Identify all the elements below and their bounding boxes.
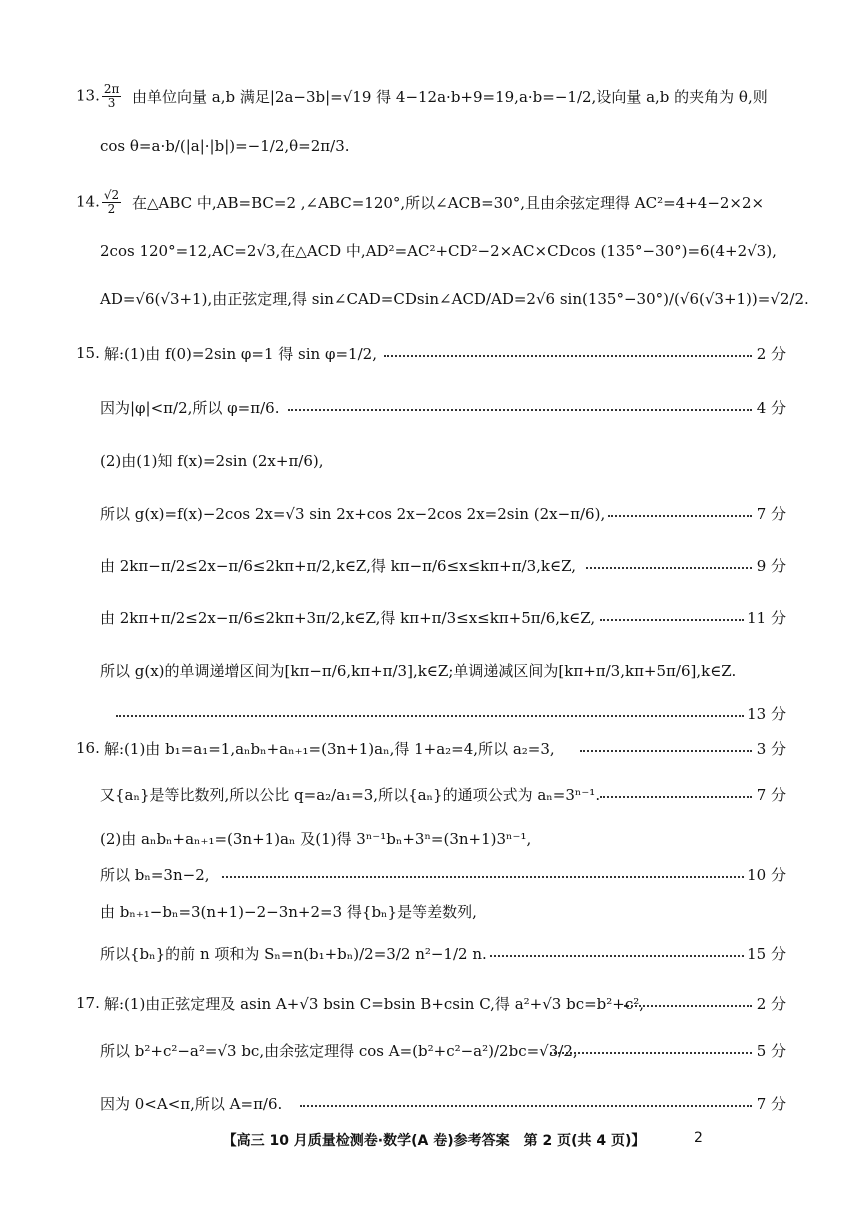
q14-answer: $\frac{√2}{2}$ bbox=[103, 187, 120, 216]
q14-number: 14. $\frac{√2}{2}$ bbox=[76, 187, 120, 216]
q16-text-1: 解:(1)由 b₁=a₁=1,aₙbₙ+aₙ₊₁=(3n+1)aₙ,得 1+a₂=4,所以 a₂=3, bbox=[104, 739, 555, 758]
q15-score-2: 4 分 bbox=[756, 398, 786, 417]
q14-line1 bbox=[0, 184, 868, 220]
q17-text-2: 所以 b²+c²−a²=√3 bc,由余弦定理得 cos A=(b²+c²−a²)/2bc=√3/2, bbox=[100, 1041, 578, 1060]
score-leader bbox=[600, 617, 744, 621]
q16-text-5: 由 bₙ₊₁−bₙ=3(n+1)−2−3n+2=3 得{bₙ}是等差数列, bbox=[100, 902, 477, 921]
q16-score-1: 3 分 bbox=[756, 739, 786, 758]
score-leader bbox=[600, 794, 752, 798]
q15-text-3: (2)由(1)知 f(x)=2sin (2x+π/6), bbox=[100, 451, 324, 470]
q14-text-3: AD=√6(√3+1),由正弦定理,得 sin∠CAD=CDsin∠ACD/AD=2√6 sin(135°−30°)/(√6(√3+1))=√2/2. bbox=[100, 289, 809, 308]
q16-text-2: 又{aₙ}是等比数列,所以公比 q=a₂/a₁=3,所以{aₙ}的通项公式为 aₙ=3ⁿ⁻¹. bbox=[100, 785, 601, 804]
q15-line1 bbox=[0, 335, 868, 371]
q15-text-6: 由 2kπ+π/2≤2x−π/6≤2kπ+3π/2,k∈Z,得 kπ+π/3≤x≤kπ+5π/6,k∈Z, bbox=[100, 608, 596, 627]
q16-score-6: 15 分 bbox=[747, 944, 786, 963]
q17-text-1: 解:(1)由正弦定理及 asin A+√3 bsin C=bsin B+csin C,得 a²+√3 bc=b²+c², bbox=[104, 994, 645, 1013]
q15-score-4: 7 分 bbox=[756, 504, 786, 523]
q13-line1 bbox=[0, 78, 868, 114]
q15-text-4: 所以 g(x)=f(x)−2cos 2x=√3 sin 2x+cos 2x−2cos 2x=2sin (2x−π/6), bbox=[100, 504, 606, 523]
score-leader bbox=[580, 748, 752, 752]
q15-text-7: 所以 g(x)的单调递增区间为[kπ−π/6,kπ+π/3],k∈Z;单调递减区间为[kπ+π/3,kπ+5π/6],k∈Z. bbox=[100, 661, 737, 680]
score-leader bbox=[300, 1103, 752, 1107]
q15-text-5: 由 2kπ−π/2≤2x−π/6≤2kπ+π/2,k∈Z,得 kπ−π/6≤x≤kπ+π/3,k∈Z, bbox=[100, 556, 577, 575]
q15-line3 bbox=[0, 442, 868, 478]
score-leader bbox=[624, 1003, 752, 1007]
score-leader bbox=[586, 565, 752, 569]
q14-text-2: 2cos 120°=12,AC=2√3,在△ACD 中,AD²=AC²+CD²−2×AC×CDcos (135°−30°)=6(4+2√3), bbox=[100, 241, 777, 260]
q13-number: 13. $\frac{2\pi}{3}$ bbox=[76, 81, 120, 110]
score-leader bbox=[222, 874, 744, 878]
q17-line2 bbox=[0, 1032, 868, 1068]
q16-score-2: 7 分 bbox=[756, 785, 786, 804]
q14-text-1: 在△ABC 中,AB=BC=2 ,∠ABC=120°,所以∠ACB=30°,且由余弦定理得 AC²=4+4−2×2× bbox=[132, 193, 765, 212]
q17-text-3: 因为 0<A<π,所以 A=π/6. bbox=[100, 1094, 283, 1113]
q15-line5 bbox=[0, 547, 868, 583]
q15-text-2: 因为|φ|<π/2,所以 φ=π/6. bbox=[100, 398, 280, 417]
q15-line4 bbox=[0, 495, 868, 531]
q16-text-4: 所以 bₙ=3n−2, bbox=[100, 865, 210, 884]
q16-line6 bbox=[0, 935, 868, 971]
q16-score-4: 10 分 bbox=[747, 865, 786, 884]
q16-line3 bbox=[0, 820, 868, 856]
q15-line2 bbox=[0, 389, 868, 425]
q16-line4 bbox=[0, 856, 868, 892]
score-leader bbox=[608, 513, 752, 517]
q14-line2 bbox=[0, 232, 868, 268]
q16-text-3: (2)由 aₙbₙ+aₙ₊₁=(3n+1)aₙ 及(1)得 3ⁿ⁻¹bₙ+3ⁿ=(3n+1)3ⁿ⁻¹, bbox=[100, 829, 532, 848]
q13-line2 bbox=[0, 128, 868, 164]
score-leader bbox=[116, 713, 744, 717]
q15-score-7: 13 分 bbox=[747, 704, 786, 723]
page-footer: 【高三 10 月质量检测卷·数学(A 卷)参考答案 第 2 页(共 4 页)】 bbox=[222, 1133, 646, 1149]
q13-text-1: 由单位向量 a,b 满足|2a−3b|=√19 得 4−12a·b+9=19,a·b=−1/2,设向量 a,b 的夹角为 θ,则 bbox=[132, 87, 768, 106]
q13-text-2: cos θ=a·b/(|a|·|b|)=−1/2,θ=2π/3. bbox=[100, 137, 350, 155]
q16-number: 16. bbox=[76, 739, 100, 757]
q17-line3 bbox=[0, 1085, 868, 1121]
q16-line5 bbox=[0, 893, 868, 929]
score-leader bbox=[490, 953, 744, 957]
q15-text-1: 解:(1)由 f(0)=2sin φ=1 得 sin φ=1/2, bbox=[104, 344, 377, 363]
q17-score-3: 7 分 bbox=[756, 1094, 786, 1113]
q15-score-1: 2 分 bbox=[756, 344, 786, 363]
q13-answer: $\frac{2\pi}{3}$ bbox=[103, 81, 120, 110]
q15-number: 15. bbox=[76, 344, 100, 362]
page-number-mark: 2 bbox=[694, 1130, 703, 1146]
q15-score-5: 9 分 bbox=[756, 556, 786, 575]
score-leader bbox=[550, 1050, 752, 1054]
q17-score-1: 2 分 bbox=[756, 994, 786, 1013]
score-leader bbox=[384, 353, 752, 357]
q14-line3 bbox=[0, 280, 868, 316]
q17-score-2: 5 分 bbox=[756, 1041, 786, 1060]
q16-text-6: 所以{bₙ}的前 n 项和为 Sₙ=n(b₁+bₙ)/2=3/2 n²−1/2 n. bbox=[100, 944, 487, 963]
score-leader bbox=[288, 407, 752, 411]
q17-line1 bbox=[0, 985, 868, 1021]
q16-line1 bbox=[0, 730, 868, 766]
q15-line7 bbox=[0, 652, 868, 688]
q15-score-6: 11 分 bbox=[747, 608, 786, 627]
q15-line8 bbox=[0, 695, 868, 731]
q17-number: 17. bbox=[76, 994, 100, 1012]
q15-line6 bbox=[0, 599, 868, 635]
q16-line2 bbox=[0, 776, 868, 812]
